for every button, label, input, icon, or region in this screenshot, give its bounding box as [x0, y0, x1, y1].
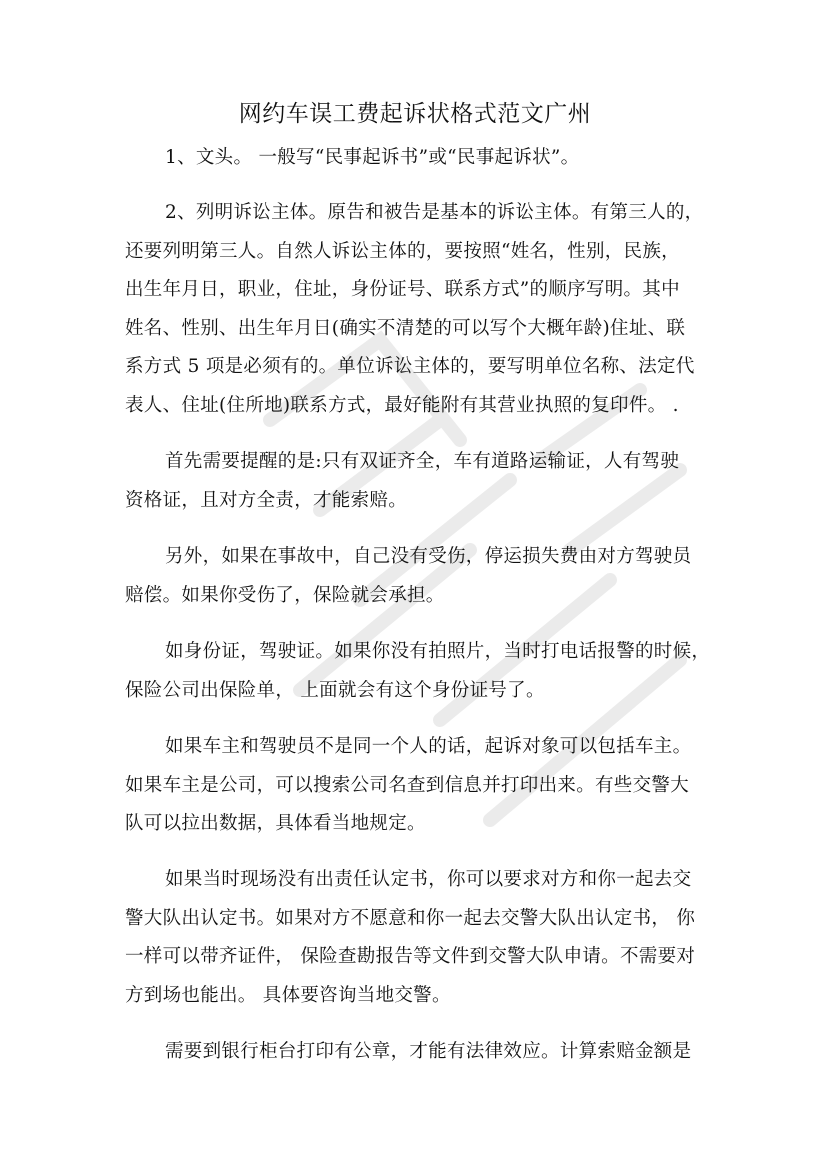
text-line: 保险公司出保险单， 上面就会有这个身份证号了。: [125, 680, 545, 701]
text-line: 表人、住址(住所地)联系方式，最好能附有其营业执照的复印件。 .: [125, 395, 679, 416]
text-line: 2、列明诉讼主体。原告和被告是基本的诉讼主体。有第三人的，: [165, 202, 704, 223]
text-line: 一样可以带齐证件， 保险查勘报告等文件到交警大队申请。不需要对: [125, 946, 696, 967]
text-line: 如果车主和驾驶员不是同一个人的话，起诉对象可以包括车主。: [165, 736, 692, 757]
text-line: 警大队出认定书。如果对方不愿意和你一起去交警大队出认定书， 你: [125, 908, 696, 929]
text-line: 资格证，且对方全责，才能索赔。: [125, 490, 408, 511]
text-line: 如果车主是公司，可以搜索公司名查到信息并打印出来。有些交警大: [125, 775, 690, 796]
text-line: 姓名、性别、出生年月日(确实不清楚的可以写个大概年龄)住址、联: [125, 318, 686, 339]
document-title: 网约车误工费起诉状格式范文广州: [238, 101, 592, 127]
text-line: 需要到银行柜台打印有公章，才能有法律效应。计算索赔金额是: [165, 1041, 692, 1062]
text-line: 出生年月日，职业，住址，身份证号、联系方式”的顺序写明。其中: [125, 279, 680, 300]
text-line: 赔偿。如果你受伤了，保险就会承担。: [125, 585, 445, 606]
text-line: 系方式 5 项是必须有的。单位诉讼主体的，要写明单位名称、法定代: [125, 356, 695, 377]
text-line: 队可以拉出数据，具体看当地规定。: [125, 813, 426, 834]
text-line: 首先需要提醒的是:只有双证齐全，车有道路运输证，人有驾驶: [165, 451, 680, 472]
text-line: 如果当时现场没有出责任认定书，你可以要求对方和你一起去交: [165, 869, 692, 890]
text-line: 1、文头。 一般写“民事起诉书”或“民事起诉状”。: [165, 147, 580, 168]
text-line: 方到场也能出。 具体要咨询当地交警。: [125, 985, 451, 1006]
text-line: 还要列明第三人。自然人诉讼主体的，要按照“姓名，性别，民族，: [125, 241, 680, 262]
text-line: 另外，如果在事故中，自己没有受伤，停运损失费由对方驾驶员: [165, 546, 692, 567]
text-line: 如身份证，驾驶证。如果你没有拍照片，当时打电话报警的时候，: [165, 641, 711, 662]
